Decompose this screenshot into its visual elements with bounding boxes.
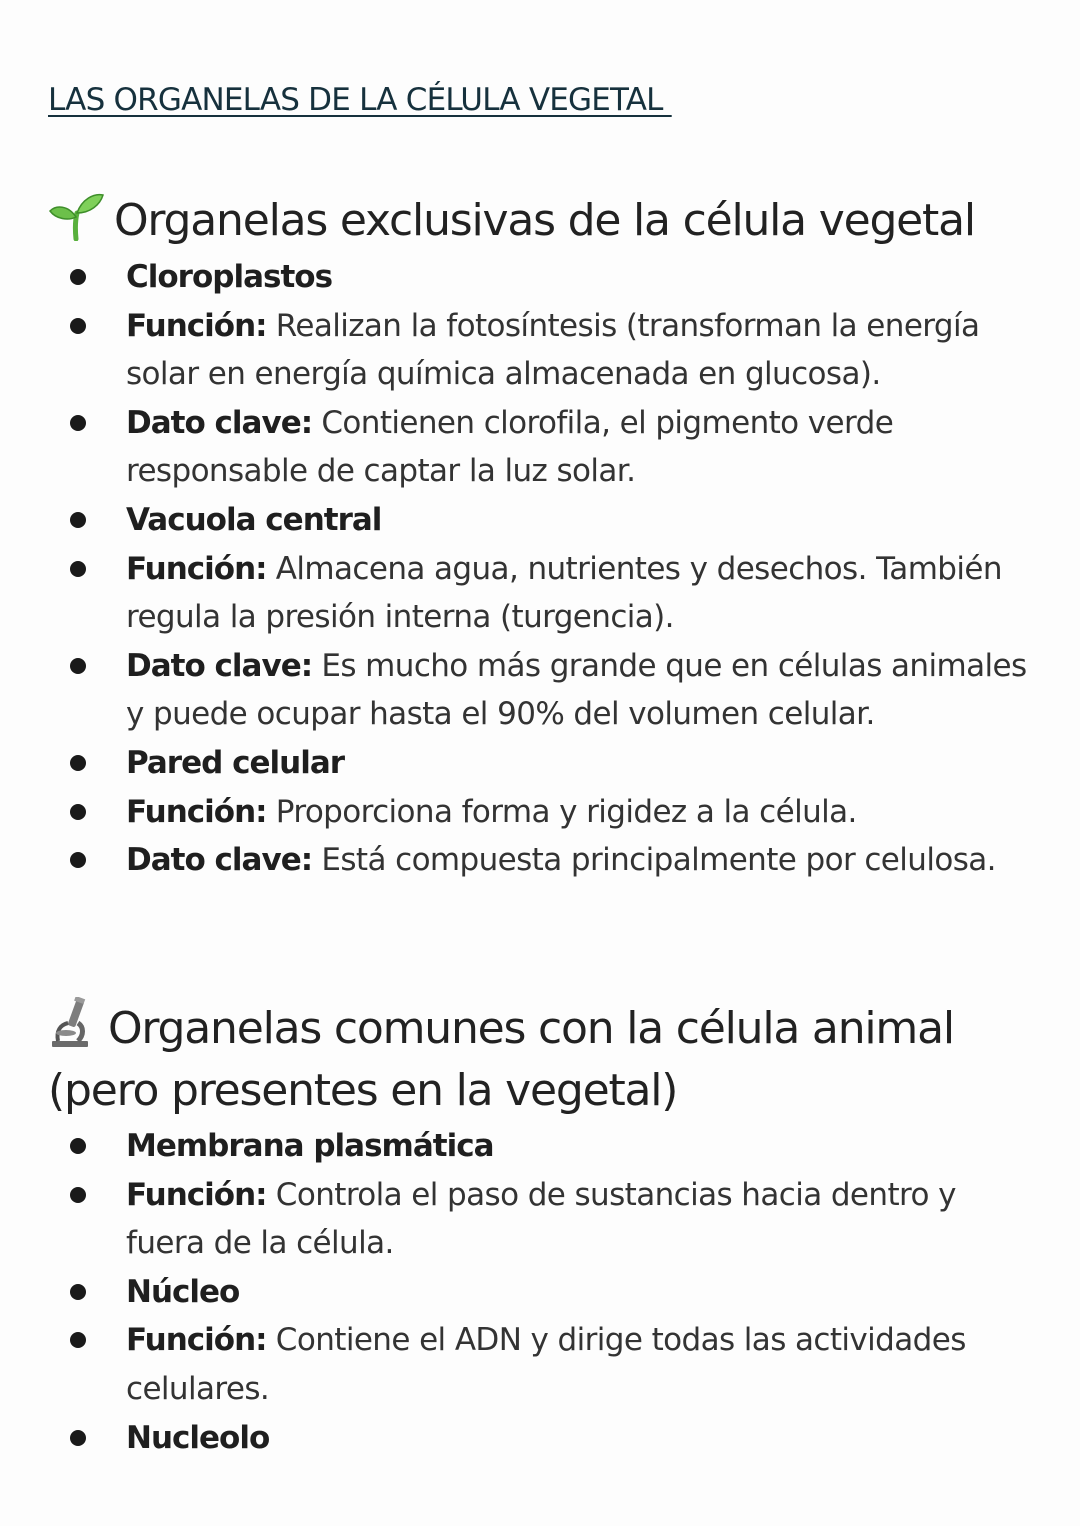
bullet-icon [70, 1332, 86, 1348]
seedling-icon [48, 189, 104, 237]
list-item [0, 496, 1080, 545]
item-text: Almacena agua, nutrientes y desechos. También regula la presión interna (turgencia). [126, 550, 1002, 636]
list-item [0, 1122, 1080, 1171]
bullet-icon [70, 852, 86, 868]
bullet-icon [70, 804, 86, 820]
list-item [0, 399, 1080, 496]
section-heading-text: Organelas comunes con la célula animal (pero presentes en la vegetal) [48, 1003, 954, 1116]
list-item [0, 1268, 1080, 1317]
list-item [0, 788, 1080, 837]
item-text: Controla el paso de sustancias hacia dentro y fuera de la célula. [126, 1176, 956, 1262]
list-item [0, 545, 1080, 642]
item-label: Pared celular [126, 744, 345, 781]
item-label: Dato clave: [126, 647, 313, 684]
document-title: LAS ORGANELAS DE LA CÉLULA VEGETAL [48, 82, 672, 118]
bullet-icon [70, 1284, 86, 1300]
item-text: Realizan la fotosíntesis (transforman la energía solar en energía química almacenada en glucosa). [126, 307, 980, 393]
item-label: Vacuola central [126, 501, 382, 538]
list-item [0, 642, 1080, 739]
list-item [0, 739, 1080, 788]
item-label: Núcleo [126, 1273, 240, 1310]
item-label: Función: [126, 1176, 267, 1213]
bullet-icon [70, 1187, 86, 1203]
list-item [0, 253, 1080, 302]
list-item [0, 1414, 1080, 1463]
section-heading-exclusive [48, 189, 975, 252]
item-label: Cloroplastos [126, 259, 333, 295]
list-item [0, 836, 1080, 885]
bullet-icon [70, 755, 86, 771]
section-heading-text: Organelas exclusivas de la célula vegetal [114, 195, 975, 246]
exclusive-organelles-list [0, 253, 1080, 885]
microscope-icon [48, 997, 98, 1045]
item-label: Función: [126, 1322, 267, 1359]
bullet-icon [70, 415, 86, 431]
item-text: Contienen clorofila, el pigmento verde responsable de captar la luz solar. [126, 404, 894, 490]
section-heading-common [48, 997, 1048, 1122]
item-text: Contiene el ADN y dirige todas las actividades celulares. [126, 1322, 966, 1407]
bullet-icon [70, 269, 86, 285]
item-label: Nucleolo [126, 1419, 270, 1456]
bullet-icon [70, 318, 86, 334]
item-text: Proporciona forma y rigidez a la célula. [266, 793, 857, 830]
list-item [0, 1316, 1080, 1413]
item-label: Función: [126, 307, 267, 344]
item-label: Función: [126, 793, 267, 830]
bullet-icon [70, 561, 86, 577]
bullet-icon [70, 658, 86, 674]
bullet-icon [70, 1430, 86, 1446]
list-item [0, 302, 1080, 399]
list-item [0, 1171, 1080, 1268]
common-organelles-list [0, 1122, 1080, 1462]
item-text: Es mucho más grande que en células animales y puede ocupar hasta el 90% del volumen celular. [126, 647, 1027, 733]
bullet-icon [70, 512, 86, 528]
item-label: Membrana plasmática [126, 1128, 494, 1164]
item-label: Dato clave: [126, 404, 313, 441]
item-text: Está compuesta principalmente por celulosa. [312, 842, 996, 879]
item-label: Dato clave: [126, 842, 313, 879]
item-label: Función: [126, 550, 267, 587]
bullet-icon [70, 1138, 86, 1154]
